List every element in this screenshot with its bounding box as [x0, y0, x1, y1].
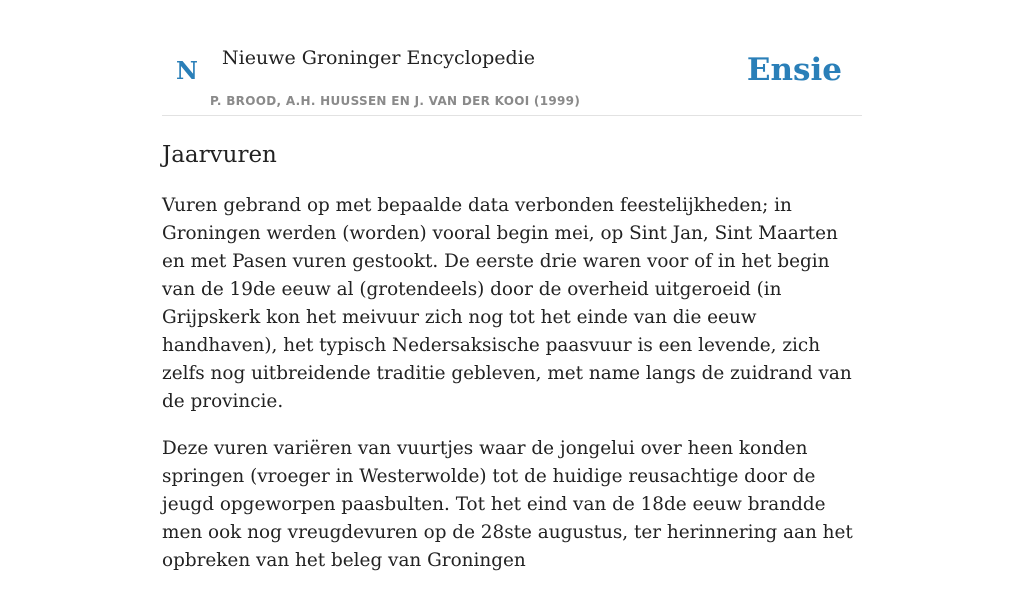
site-header	[162, 0, 862, 116]
article-title: Jaarvuren	[162, 142, 277, 168]
ensie-logo[interactable]: Ensie	[746, 52, 842, 88]
book-authors: P. BROOD, A.H. HUUSSEN EN J. VAN DER KOOI (1999)	[210, 94, 581, 108]
book-logo-icon[interactable]: N	[176, 56, 198, 85]
article-body	[162, 192, 862, 594]
book-title-link[interactable]: Nieuwe Groninger Encyclopedie	[222, 47, 536, 69]
article-paragraph: Deze vuren variëren van vuurtjes waar de jongelui over heen konden springen (vroeger in Westerwolde) tot de huidige reusachtige door de jeugd opgeworpen paasbulten. Tot het eind van de 18de eeuw brandde men ook nog vreugdevuren op de 28ste augustus, ter herinnering aan het opbreken van het beleg van Groningen	[162, 438, 853, 571]
article-paragraph: Vuren gebrand op met bepaalde data verbonden feestelijkheden; in Groningen werden (worden) vooral begin mei, op Sint Jan, Sint Maarten en met Pasen vuren gestookt. De eerste drie waren voor of in het begin van de 19de eeuw al (grotendeels) door de overheid uitgeroeid (in Grijpskerk kon het meivuur zich nog tot het einde van die eeuw handhaven), het typisch Nedersaksische paasvuur is een levende, zich zelfs nog uitbreidende traditie gebleven, met name langs de zuidrand van de provincie.	[162, 195, 852, 412]
